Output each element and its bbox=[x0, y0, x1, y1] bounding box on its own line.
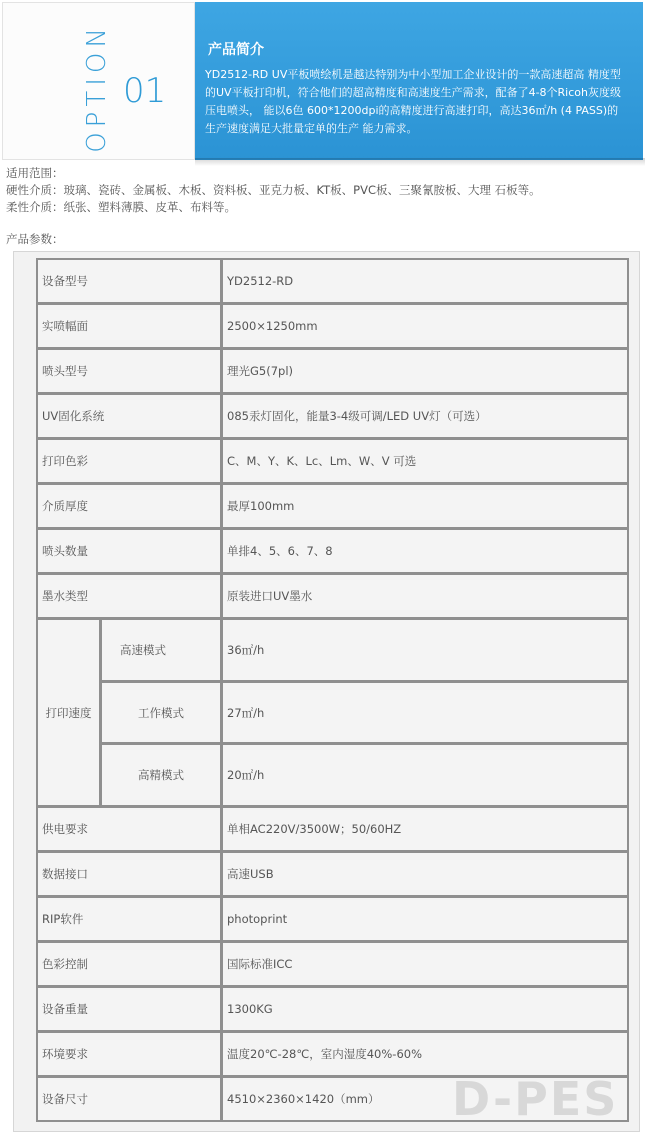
range-heading: 适用范围： bbox=[6, 166, 64, 180]
table-value-cell: 国际标准ICC bbox=[221, 941, 629, 987]
speed-mode-label: 高速模式 bbox=[100, 618, 222, 682]
table-label-cell: 介质厚度 bbox=[36, 483, 222, 529]
range-soft-media: 柔性介质：纸张、塑料薄膜、皮革、布料等。 bbox=[6, 200, 236, 214]
table-value-cell: 最厚100mm bbox=[221, 483, 629, 529]
table-label-cell: 喷头数量 bbox=[36, 528, 222, 574]
table-label-cell: 喷头型号 bbox=[36, 348, 222, 394]
table-label-cell: 打印色彩 bbox=[36, 438, 222, 484]
option-number: 01 bbox=[123, 71, 167, 111]
table-label-cell: 墨水类型 bbox=[36, 573, 222, 619]
params-heading: 产品参数： bbox=[6, 232, 64, 246]
speed-mode-value: 27㎡/h bbox=[221, 681, 629, 744]
table-value-cell: 高速USB bbox=[221, 851, 629, 897]
table-label-cell: 色彩控制 bbox=[36, 941, 222, 987]
table-label-cell: 供电要求 bbox=[36, 806, 222, 852]
table-value-cell: 2500×1250mm bbox=[221, 303, 629, 349]
table-label-cell: UV固化系统 bbox=[36, 393, 222, 439]
table-value-cell: photoprint bbox=[221, 896, 629, 942]
intro-panel bbox=[195, 2, 643, 160]
option-panel bbox=[2, 2, 195, 160]
speed-group-label: 打印速度 bbox=[36, 618, 101, 807]
table-value-cell: 4510×2360×1420（mm） bbox=[221, 1076, 629, 1122]
intro-title: 产品简介 bbox=[208, 42, 264, 58]
table-value-cell: 原装进口UV墨水 bbox=[221, 573, 629, 619]
table-value-cell: 理光G5(7pl) bbox=[221, 348, 629, 394]
speed-mode-label: 高精模式 bbox=[100, 743, 222, 807]
table-value-cell: 085汞灯固化，能量3-4级可调/LED UV灯（可选） bbox=[221, 393, 629, 439]
intro-text: YD2512-RD UV平板喷绘机是越达特别为中小型加工企业设计的一款高速超高 精度型的UV平板打印机，符合他们的超高精度和高速度生产需求，配备了4-8个Ricoh灰度级压电喷头， 能以6色 600*1200dpi的高精度进行高速打印，高达36㎡/h (4 PASS)的生产速度满足大批量定单的生产 能力需求。 bbox=[205, 68, 621, 135]
watermark-logo: D-PES bbox=[452, 1072, 619, 1126]
table-label-cell: 实喷幅面 bbox=[36, 303, 222, 349]
applicable-range bbox=[6, 165, 541, 216]
table-label-cell: 设备型号 bbox=[36, 258, 222, 304]
table-value-cell: 单相AC220V/3500W；50/60HZ bbox=[221, 806, 629, 852]
speed-mode-value: 36㎡/h bbox=[221, 618, 629, 682]
table-value-cell: C、M、Y、K、Lc、Lm、W、V 可选 bbox=[221, 438, 629, 484]
table-label-cell: 环境要求 bbox=[36, 1031, 222, 1077]
range-hard-media: 硬性介质：玻璃、瓷砖、金属板、木板、资料板、亚克力板、KT板、PVC板、三聚氰胺板、大理 石板等。 bbox=[6, 183, 541, 197]
table-value-cell: 单排4、5、6、7、8 bbox=[221, 528, 629, 574]
table-label-cell: RIP软件 bbox=[36, 896, 222, 942]
intro-banner bbox=[2, 2, 644, 162]
table-value-cell: 1300KG bbox=[221, 986, 629, 1032]
table-value-cell: 温度20℃-28℃，室内湿度40%-60% bbox=[221, 1031, 629, 1077]
option-label: OPTION bbox=[82, 23, 112, 153]
speed-mode-value: 20㎡/h bbox=[221, 743, 629, 807]
speed-mode-label: 工作模式 bbox=[100, 681, 222, 744]
table-label-cell: 设备尺寸 bbox=[36, 1076, 222, 1122]
table-label-cell: 设备重量 bbox=[36, 986, 222, 1032]
table-label-cell: 数据接口 bbox=[36, 851, 222, 897]
table-value-cell: YD2512-RD bbox=[221, 258, 629, 304]
